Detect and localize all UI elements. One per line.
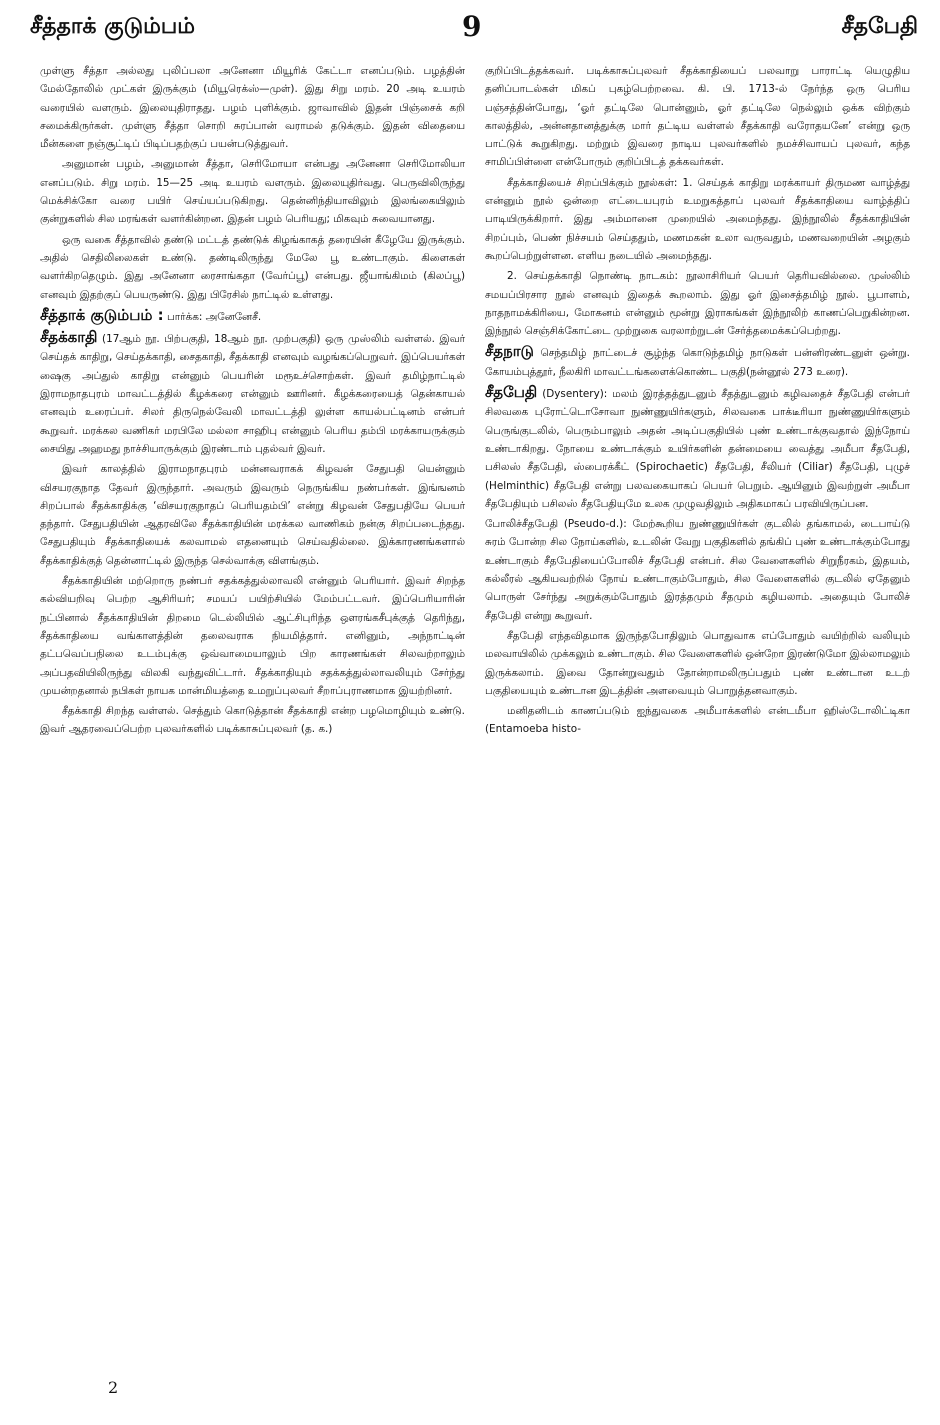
paragraph: சீதக்காதியின் மற்றொரு நண்பர் சதக்கத்துல்லாவலி என்னும் பெரியார். இவர் சிறந்த கல்வியறிவு பெற்ற ஆசிரியர்; சமயப் பயிற்சியில் மேம்பட்டவர். இப்பெரியாரின் நட்பினால் சீதக்காதியின் திறமை டெல்லியில் ஆட்சிபுரிந்த ஔரங்கசீபுக்குத் தெரிந்து, சீதக்காதியை வங்காளத்தின் தலைவராக நியமித்தார். எனினும், அந்நாட்டின் தட்பவெப்பநிலை உடம்புக்கு ஒவ்வாமையாலும் பிற காரணங்கள் சிலவற்றாலும் அப்பதவியிலிருந்து விலகி வந்துவிட்டார். சீதக்காதியும் சதக்கத்துல்லாவலியும் சேர்ந்து முயன்றதனால் நபிகள் நாயக மான்மியத்தை உமறுப்புலவர் சீறாப்புராணமாக இயற்றினர். [40, 575, 465, 697]
headword: சீதபேதி [485, 383, 538, 402]
entry-text: (17ஆம் நூ. பிற்பகுதி, 18ஆம் நூ. முற்பகுதி) ஒரு முஸ்லிம் வள்ளல். இவர் செய்தக் காதிறு, செய்தக்காதி, சைதகாதி, சீதக்காதி எனவும் வழங்கப்பெறுவர். இப்பெயர்கள் ஷைகு அப்துல் காதிறு என்னும் பெயரின் மரூஉச்சொற்கள். இவர் தமிழ்நாட்டில் இராமநாதபுரம் மாவட்டத்தில் கீழக்கரை என்னும் ஊரினர். கீழக்கரையைத் தென்காயல் எனவும் உரைப்பர். சிலர் திருநெல்வேலி மாவட்டத்தி லுள்ள காயல்பட்டினம் என்பர் கூறுவர். மரக்கல வணிகர் மரபிலே மல்லா சாஹிபு என்னும் பெரிய தம்பி மரக்காயருக்கும் சையிது அஹமது நாச்சியாருக்கும் இரண்டாம் புதல்வர் இவர். [40, 333, 465, 455]
paragraph: முள்ளு சீத்தா அல்லது புலிப்பலா அனேனா மியூரிக் கேட்டா எனப்படும். பழத்தின் மேல்தோலில் முட்கள் இருக்கும் (மியூரெக்ஸ்—முள்). இது சிறு மரம். 20 அடி உயரம் வரையில் வளரும். இலையுதிராதது. பழம் புளிக்கும். ஜாவாவில் இதன் பிஞ்சைக் கறி சமைக்கிருர்கள். முள்ளு சீத்தா சொறி சுரப்பான் வராமல் தடுக்கும். இதன் விதையை மீன்களை நஞ்சூட்டிப் பிடிப்பதற்குப் பயன்படுத்துவர். [40, 65, 465, 151]
entry-seethabedhi [485, 383, 910, 513]
right-column [485, 62, 910, 741]
headword: சீதநாடு [485, 342, 534, 361]
paragraph: சீதபேதி எந்தவிதமாக இருந்தபோதிலும் பொதுவாக எப்போதும் வயிற்றில் வலியும் மலவாயிலில் முக்கலும் உண்டாகும். சில வேளைகளில் ஒன்றோ இரண்டுமோ இல்லாமலும் இருக்கலாம். இவை தோன்றுவதும் தோன்றாமலிருப்பதும் புண் உண்டான உடற் பகுதியையும் உண்டான இடத்தின் அளவையும் பொறுத்தனவாகும். [485, 629, 910, 697]
paragraph: ஒரு வகை சீத்தாவில் தண்டு மட்டத் தண்டுக் கிழங்காகத் தரையின் கீழேயே இருக்கும். அதில் செதிலிலைகள் உண்டு. தண்டிலிருந்து மேலே பூ உண்டாகும். கிளைகள் வளர்கிறதெழும். இது அனேனா ரைசாங்கதா (வேர்ப்பூ) என்பது. ஜீயாங்கிமம் (கிலப்பூ) எனவும் இதற்குப் பெயருண்டு. இது பிரேசில் நாட்டில் உள்ளது. [40, 233, 465, 301]
paragraph: 2. செய்தக்காதி நொண்டி நாடகம்: நூலாசிரியர் பெயர் தெரியவில்லை. முஸ்லிம் சமயப்பிரசார நூல் எனவும் இதைக் கூறலாம். இது ஓர் இசைத்தமிழ் நூல். பூபாளம், நாதநாமக்கிரியை, மோகனம் என்னும் மூன்று இராகங்கள் இந்நூலிற் காணப்பெறுகின்றன. இந்நூல் செஞ்சிக்கோட்டை முற்றுகை வரலாற்றுடன் சேர்த்தமைக்கப்பெற்றது. [485, 270, 910, 338]
footer-signature-number: 2 [108, 1378, 119, 1397]
running-head-right: சீதபேதி [841, 14, 918, 39]
entry-text: (Dysentery): மலம் இரத்தத்துடனும் சீதத்துடனும் கழிவதைச் சீதபேதி என்பர் சிலவகை புரோட்டொசோவா நுண்ணுயிர்களும், சிலவகை பாக்டீரியா நுண்ணுயிர்களும் பெருங்குடலில், பெரும்பாலும் அதன் அடிப்பகுதியில் புண் உண்டாக்குவதால் இந்நோய் உண்டாகிறது. நோயை உண்டாக்கும் உயிர்களின் தன்மையை வைத்து அமீபா சீதபேதி, பசிலஸ் சீதபேதி, ஸ்பைரக்கீட் (Spirochaetic) சீதபேதி, சீலியர் (Ciliar) சீதபேதி, புழுச் (Helminthic) சீதபேதி என்று பலவகையாகப் பெயர் பெறும். ஆயினும் இவற்றுள் அமீபா சீதபேதியும் பசிலஸ் சீதபேதியுமே உலக முழுவதிலும் அதிகமாகப் பரவியிருப்பன. [485, 388, 910, 510]
entry-seethaa-family [40, 306, 465, 326]
subheadword: போலிச்சீதபேதி [485, 518, 559, 531]
page-header [0, 0, 940, 58]
paragraph: சீதக்காதியைச் சிறப்பிக்கும் நூல்கள்: 1. செய்தக் காதிறு மரக்காயர் திருமண வாழ்த்து என்னும் நூல் ஒன்றை எட்டையபுரம் உமறுகத்தாப் புலவர் சீதக்காதியை வாழ்த்திப் பாடியிருக்கிறார். இது அம்மானை முறையில் அமைந்தது. இந்நூலில் சீதக்காதியின் சிறப்பும், பெண் நிச்சயம் செய்ததும், மணமகன் உலா வருவதும், மணவறையின் அழகும் கூறப்பெற்றுள்ளன. எளிய நடையில் அமைந்தது. [485, 176, 910, 262]
page-number: 9 [462, 10, 482, 43]
entry-poli-seethabedhi [485, 515, 910, 625]
paragraph: அனுமான் பழம், அனுமான் சீத்தா, செரிமோயா என்பது அனேனா செரிமோலியா எனப்படும். சிறு மரம். 15—25 அடி உயரம் வளரும். இலையுதிர்வது. பெருவிலிருந்து மெக்சிக்கோ வரை பயிர் செய்யப்படுகிறது. தென்னிந்தியாவிலும் இலங்கையிலும் குன்றுகளில் சில மரங்கள் வளர்கின்றன. இதன் பழம் பெரியது; மிகவும் சுவையானது. [40, 158, 465, 226]
paragraph: குறிப்பிடத்தக்கவர். படிக்காசுப்புலவர் சீதக்காதியைப் பலவாறு பாராட்டி யெழுதிய தனிப்பாடல்கள் மிகப் புகழ்பெற்றவை. கி. பி. 1713-ல் நேர்ந்த ஒரு பெரிய பஞ்சத்தின்போது, ‘ஓர் தட்டிலே பொன்னும், ஓர் தட்டிலே நெல்லும் ஒக்க விற்கும் காலத்தில், அன்னதானத்துக்கு மார் தட்டிய வள்ளல் சீதக்காதி வரோதயனே’ என்று ஒரு பாட்டுக் கூறுகிறது. மற்றும் இவரை நாடிய புலவர்களில் நமச்சிவாயப் புலவர், கந்த சாமிப்பிள்ளை என்போரும் குறிப்பிடத் தக்கவர்கள். [485, 65, 910, 169]
paragraph: சீதக்காதி சிறந்த வள்ளல். செத்தும் கொடுத்தான் சீதக்காதி என்ற பழமொழியும் உண்டு. இவர் ஆதரவைப்பெற்ற புலவர்களில் படிக்காசுப்புலவர் (த. க.) [40, 705, 465, 736]
entry-text: (Pseudo-d.): மேற்கூறிய நுண்ணுயிர்கள் குடலில் தங்காமல், டைபாய்டு சுரம் போன்ற சில நோய்களில், உடலின் வேறு பகுதிகளில் தங்கிப் புண் உண்டாக்கும்போது உண்டாகும் சீதபேதியைப்போலிச் சீதபேதி என்பர். சில வேளைகளில் சிறுநீரகம், இதயம், கல்லீரல் ஆகியவற்றில் நோய் உண்டாகும்போதும், சில வேளைகளில் குடலில் ஏதேனும் பொருள் சேர்ந்து அறுக்கும்போதும் இரத்தமும் சீதமும் கழியலாம். அதையும் போலிச் சீதபேதி என்று கூறுவர். [485, 518, 910, 622]
entry-seethakkaathi [40, 328, 465, 458]
entry-text: செந்தமிழ் நாட்டைச் சூழ்ந்த கொடுந்தமிழ் நாடுகள் பன்னிரண்டனுள் ஒன்று. கோயம்புத்தூர், நீலகிரி மாவட்டங்களைக்கொண்ட பகுதி(நன்னூல் 273 உரை). [485, 347, 910, 378]
running-head-left: சீத்தாக் குடும்பம் [30, 14, 195, 39]
paragraph: மனிதனிடம் காணப்படும் ஐந்துவகை அமீபாக்களில் என்டமீபா ஹிஸ்டோலிட்டிகா (Entamoeba histo- [485, 705, 910, 736]
entry-text: பார்க்க: அனேனேசீ. [163, 310, 262, 323]
entry-seethanaadu [485, 342, 910, 381]
headword: சீத்தாக் குடும்பம் : [40, 305, 164, 324]
left-column [40, 62, 465, 741]
paragraph: இவர் காலத்தில் இராமநாதபுரம் மன்னவராகக் கிழவன் சேதுபதி யென்னும் விசயரகுநாத தேவர் இருந்தார். அவரும் இவரும் நெருங்கிய நண்பர்கள். இங்ஙனம் சிறப்பால் சீதக்காதிக்கு ‘விசயரகுநாதப் பெரியதம்பி’ என்று கிழவன் சேதுபதியே பெயர் தந்தார். சேதுபதியின் ஆதரவிலே சீதக்காதியின் மரக்கல வாணிகம் நன்கு சிறப்படைந்தது. சேதுபதியும் சீதக்காதியைக் கலவாமல் எதனையும் செய்வதில்லை. இக்காரணங்களால் சீதக்காதிக்குத் தென்னாட்டில் இருந்த செல்வாக்கு விளங்கும். [40, 463, 465, 567]
headword: சீதக்காதி [40, 328, 98, 347]
